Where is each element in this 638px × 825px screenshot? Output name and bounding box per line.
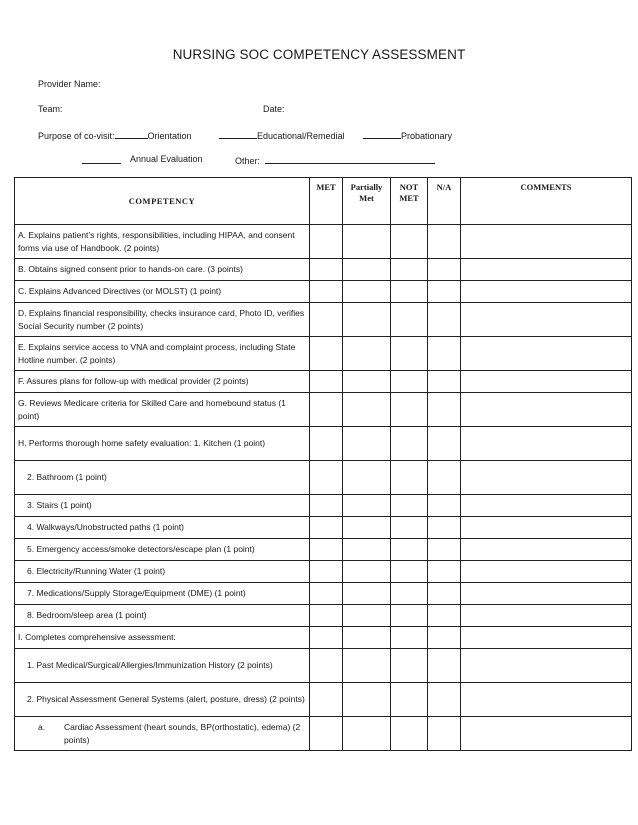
page-title: NURSING SOC COMPETENCY ASSESSMENT xyxy=(172,47,466,62)
table-row xyxy=(15,393,632,427)
table-row xyxy=(15,539,632,561)
competency-cell xyxy=(15,539,310,561)
educational-blank[interactable] xyxy=(219,129,257,139)
table-row xyxy=(15,259,632,281)
col-partially-met: Partially Met xyxy=(343,178,391,225)
competency-table xyxy=(14,177,632,751)
table-header-row xyxy=(15,178,632,225)
competency-cell xyxy=(15,461,310,495)
date-label: Date: xyxy=(263,104,285,114)
competency-cell xyxy=(15,649,310,683)
col-competency: COMPETENCY xyxy=(15,178,310,225)
not-met-cell[interactable] xyxy=(391,461,428,495)
partially-met-cell[interactable] xyxy=(343,561,391,583)
comments-cell[interactable] xyxy=(461,259,632,281)
purpose-label: Purpose of co-visit: xyxy=(38,131,115,141)
competency-text: H. Performs thorough home safety evaluation: 1. Kitchen (1 point) xyxy=(18,438,266,449)
not-met-cell[interactable] xyxy=(391,303,428,337)
met-cell[interactable] xyxy=(310,303,343,337)
competency-cell xyxy=(15,717,310,751)
met-cell[interactable] xyxy=(310,259,343,281)
competency-text: 2. Physical Assessment General Systems (alert, posture, dress) (2 points) xyxy=(27,694,305,705)
comments-cell[interactable] xyxy=(461,303,632,337)
competency-text: 7. Medications/Supply Storage/Equipment (DME) (1 point) xyxy=(27,588,246,599)
competency-text: 3. Stairs (1 point) xyxy=(27,500,92,511)
na-cell[interactable] xyxy=(428,517,461,539)
not-met-cell[interactable] xyxy=(391,337,428,371)
competency-cell xyxy=(15,427,310,461)
competency-cell xyxy=(15,583,310,605)
educational-label: Educational/Remedial xyxy=(257,131,345,141)
comments-cell[interactable] xyxy=(461,717,632,751)
not-met-cell[interactable] xyxy=(391,717,428,751)
competency-text: 8. Bedroom/sleep area (1 point) xyxy=(27,610,147,621)
not-met-cell[interactable] xyxy=(391,517,428,539)
competency-text: 2. Bathroom (1 point) xyxy=(27,472,107,483)
na-cell[interactable] xyxy=(428,461,461,495)
met-cell[interactable] xyxy=(310,495,343,517)
na-cell[interactable] xyxy=(428,371,461,393)
met-cell[interactable] xyxy=(310,561,343,583)
probationary-label: Probationary xyxy=(401,131,453,141)
competency-cell xyxy=(15,393,310,427)
competency-text: 4. Walkways/Unobstructed paths (1 point) xyxy=(27,522,185,533)
comments-cell[interactable] xyxy=(461,337,632,371)
partially-met-cell[interactable] xyxy=(343,605,391,627)
partially-met-cell[interactable] xyxy=(343,337,391,371)
not-met-cell[interactable] xyxy=(391,495,428,517)
na-cell[interactable] xyxy=(428,337,461,371)
met-cell[interactable] xyxy=(310,427,343,461)
partially-met-cell[interactable] xyxy=(343,371,391,393)
met-cell[interactable] xyxy=(310,539,343,561)
comments-cell[interactable] xyxy=(461,225,632,259)
met-cell[interactable] xyxy=(310,281,343,303)
partially-met-cell[interactable] xyxy=(343,393,391,427)
col-na: N/A xyxy=(428,178,461,225)
competency-cell xyxy=(15,225,310,259)
competency-cell xyxy=(15,517,310,539)
partially-met-cell[interactable] xyxy=(343,649,391,683)
partially-met-cell[interactable] xyxy=(343,259,391,281)
competency-text: I. Completes comprehensive assessment: xyxy=(18,632,176,643)
competency-text: C. Explains Advanced Directives (or MOLST) (1 point) xyxy=(18,286,222,297)
na-cell[interactable] xyxy=(428,717,461,751)
comments-cell[interactable] xyxy=(461,539,632,561)
comments-cell[interactable] xyxy=(461,495,632,517)
competency-cell xyxy=(15,259,310,281)
met-cell[interactable] xyxy=(310,337,343,371)
partially-met-cell[interactable] xyxy=(343,427,391,461)
comments-cell[interactable] xyxy=(461,517,632,539)
comments-cell[interactable] xyxy=(461,461,632,495)
table-row xyxy=(15,517,632,539)
na-cell[interactable] xyxy=(428,605,461,627)
table-row xyxy=(15,303,632,337)
not-met-cell[interactable] xyxy=(391,427,428,461)
competency-text: D. Explains financial responsibility, checks insurance card, Photo ID, verifies Social Security number (2 points) xyxy=(18,308,305,331)
partially-met-cell[interactable] xyxy=(343,461,391,495)
not-met-cell[interactable] xyxy=(391,683,428,717)
competency-cell xyxy=(15,303,310,337)
na-cell[interactable] xyxy=(428,495,461,517)
na-cell[interactable] xyxy=(428,225,461,259)
table-row xyxy=(15,627,632,649)
met-cell[interactable] xyxy=(310,517,343,539)
partially-met-cell[interactable] xyxy=(343,303,391,337)
competency-text: A. Explains patient’s rights, responsibilities, including HIPAA, and consent forms via use of Handbook. (2 points) xyxy=(18,230,295,253)
team-label: Team: xyxy=(38,104,63,114)
partially-met-cell[interactable] xyxy=(343,583,391,605)
partially-met-cell[interactable] xyxy=(343,225,391,259)
table-row xyxy=(15,427,632,461)
orientation-blank[interactable] xyxy=(115,129,148,139)
met-cell[interactable] xyxy=(310,393,343,427)
met-cell[interactable] xyxy=(310,583,343,605)
competency-text: B. Obtains signed consent prior to hands-on care. (3 points) xyxy=(18,264,243,275)
table-row xyxy=(15,583,632,605)
provider-name-label: Provider Name: xyxy=(38,79,101,89)
comments-cell[interactable] xyxy=(461,427,632,461)
partially-met-cell[interactable] xyxy=(343,539,391,561)
not-met-cell[interactable] xyxy=(391,393,428,427)
not-met-cell[interactable] xyxy=(391,225,428,259)
table-row xyxy=(15,561,632,583)
comments-cell[interactable] xyxy=(461,683,632,717)
met-cell[interactable] xyxy=(310,461,343,495)
not-met-cell[interactable] xyxy=(391,539,428,561)
competency-cell xyxy=(15,337,310,371)
competency-cell xyxy=(15,561,310,583)
met-cell[interactable] xyxy=(310,605,343,627)
competency-text: G. Reviews Medicare criteria for Skilled Care and homebound status (1 point) xyxy=(18,398,286,421)
comments-cell[interactable] xyxy=(461,371,632,393)
table-row xyxy=(15,337,632,371)
partially-met-cell[interactable] xyxy=(343,517,391,539)
table-row xyxy=(15,461,632,495)
competency-cell xyxy=(15,627,310,649)
met-cell[interactable] xyxy=(310,649,343,683)
competency-text: E. Explains service access to VNA and complaint process, including State Hotline number. (2 points) xyxy=(18,342,296,365)
na-cell[interactable] xyxy=(428,539,461,561)
not-met-cell[interactable] xyxy=(391,605,428,627)
comments-cell[interactable] xyxy=(461,561,632,583)
competency-text: Cardiac Assessment (heart sounds, BP(orthostatic), edema) (2 points) xyxy=(64,722,301,745)
partially-met-cell[interactable] xyxy=(343,495,391,517)
not-met-cell[interactable] xyxy=(391,627,428,649)
partially-met-cell[interactable] xyxy=(343,627,391,649)
na-cell[interactable] xyxy=(428,303,461,337)
table-row xyxy=(15,281,632,303)
sub-item-marker: a. xyxy=(38,722,46,732)
orientation-label: Orientation xyxy=(147,131,192,141)
met-cell[interactable] xyxy=(310,683,343,717)
table-row xyxy=(15,683,632,717)
na-cell[interactable] xyxy=(428,683,461,717)
table-row xyxy=(15,717,632,751)
na-cell[interactable] xyxy=(428,649,461,683)
na-cell[interactable] xyxy=(428,561,461,583)
annual-evaluation-blank[interactable] xyxy=(82,154,121,164)
not-met-cell[interactable] xyxy=(391,259,428,281)
competency-text: 6. Electricity/Running Water (1 point) xyxy=(27,566,166,577)
table-row xyxy=(15,605,632,627)
col-not-met: NOT MET xyxy=(391,178,428,225)
comments-cell[interactable] xyxy=(461,627,632,649)
na-cell[interactable] xyxy=(428,281,461,303)
na-cell[interactable] xyxy=(428,427,461,461)
annual-evaluation-label: Annual Evaluation xyxy=(130,154,203,164)
na-cell[interactable] xyxy=(428,393,461,427)
table-body xyxy=(15,225,632,751)
competency-cell xyxy=(15,495,310,517)
other-label: Other: xyxy=(235,156,261,166)
col-met: MET xyxy=(310,178,343,225)
competency-text: 1. Past Medical/Surgical/Allergies/Immunization History (2 points) xyxy=(27,660,273,671)
na-cell[interactable] xyxy=(428,583,461,605)
competency-text: F. Assures plans for follow-up with medical provider (2 points) xyxy=(18,376,249,387)
table-row xyxy=(15,495,632,517)
comments-cell[interactable] xyxy=(461,583,632,605)
probationary-blank[interactable] xyxy=(363,129,401,139)
partially-met-cell[interactable] xyxy=(343,683,391,717)
other-field[interactable] xyxy=(265,154,435,164)
competency-cell xyxy=(15,683,310,717)
met-cell[interactable] xyxy=(310,225,343,259)
comments-cell[interactable] xyxy=(461,605,632,627)
comments-cell[interactable] xyxy=(461,649,632,683)
not-met-cell[interactable] xyxy=(391,281,428,303)
not-met-cell[interactable] xyxy=(391,583,428,605)
table-row xyxy=(15,371,632,393)
comments-cell[interactable] xyxy=(461,393,632,427)
na-cell[interactable] xyxy=(428,627,461,649)
comments-cell[interactable] xyxy=(461,281,632,303)
met-cell[interactable] xyxy=(310,717,343,751)
not-met-cell[interactable] xyxy=(391,371,428,393)
partially-met-cell[interactable] xyxy=(343,281,391,303)
competency-cell xyxy=(15,371,310,393)
not-met-cell[interactable] xyxy=(391,649,428,683)
competency-cell xyxy=(15,281,310,303)
met-cell[interactable] xyxy=(310,627,343,649)
competency-text: 5. Emergency access/smoke detectors/escape plan (1 point) xyxy=(27,544,255,555)
competency-cell xyxy=(15,605,310,627)
table-row xyxy=(15,225,632,259)
na-cell[interactable] xyxy=(428,259,461,281)
col-comments: COMMENTS xyxy=(461,178,632,225)
met-cell[interactable] xyxy=(310,371,343,393)
partially-met-cell[interactable] xyxy=(343,717,391,751)
table-row xyxy=(15,649,632,683)
not-met-cell[interactable] xyxy=(391,561,428,583)
